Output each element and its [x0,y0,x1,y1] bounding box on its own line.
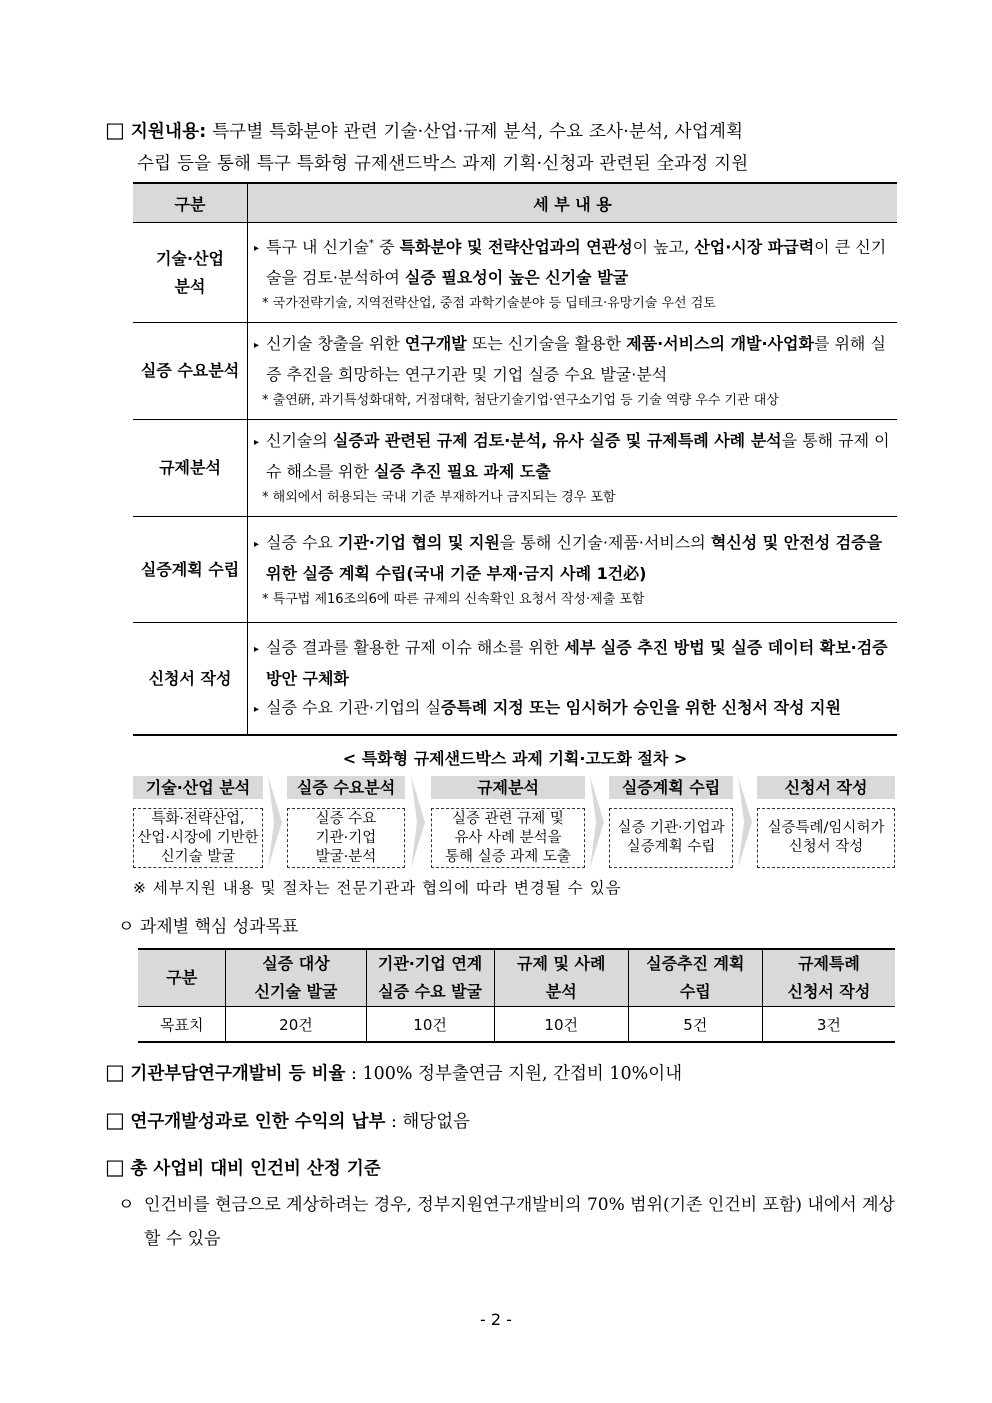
section-personnel [105,1155,381,1180]
kpi-table [138,948,895,1043]
category-line: 실증 수요분석 [140,361,240,381]
kpi-header-line: 구분 [166,968,198,987]
category-line: 규제분석 [159,458,221,478]
section-title: 총 사업비 대비 인건비 산정 기준 [130,1159,381,1179]
bullet-icon: ▸ [254,538,260,550]
header-category: 구분 [133,183,248,223]
bullet-segment: 산업·시장 파급력 [694,237,815,257]
bullet-icon: ▸ [254,704,260,716]
kpi-header-line: 실증추진 계획 [646,954,745,973]
intro-line1: 특구별 특화분야 관련 기술·산업·규제 분석, 수요 조사·분석, 사업계획 [212,122,744,142]
bullet-segment: * [368,238,374,249]
table-row [133,420,897,517]
arrow-right-icon [268,776,284,868]
bullet-segment: 실증 수요 [266,532,338,552]
bullet-segment: 를 위해 실증 추진을 희망하는 연구기관 및 기업 실증 수요 발굴·분석 [266,334,886,385]
kpi-header-cell [366,949,494,1007]
section-text: 100% 정부출연금 지원, 간접비 10%이내 [362,1064,683,1084]
detail-bullet [254,693,893,724]
bullet-segment: 실증 수요 기관·기업의 실 [266,698,441,718]
category-line: 기술·산업 [156,248,224,268]
bullet-icon: ▸ [254,340,260,352]
detail-bullet [254,528,893,588]
bullet-segment: 실증과 관련된 규제 검토·분석, 유사 실증 및 규제특례 사례 분석 [332,431,782,451]
bullet-icon: ▸ [254,243,260,255]
kpi-header-line: 실증 대상 [262,954,330,973]
row-details [248,517,898,623]
section-sep: : [345,1064,363,1084]
checkbox-icon: □ [105,118,126,142]
description-line: 산업·시장에 기반한 [137,829,259,846]
process-stage-description [287,808,405,868]
bullet-icon: ▸ [254,437,260,449]
process-stage-description [431,808,585,868]
bullet-segment: 특구 내 신기술 [266,237,369,257]
bullet-segment: 실증 결과를 활용한 규제 이슈 해소를 위한 [266,638,565,658]
kpi-header-cell [138,949,226,1007]
bullet-segment: 신기술 창출을 위한 [266,334,405,354]
description-line: 특화·전략산업, [151,810,245,827]
category-line: 분석 [174,276,206,296]
detail-note: * 국가전략기술, 지역전략산업, 중점 과학기술분야 등 딥테크·유망기술 우선 검토 [262,296,716,312]
description-line: 실증 수요 [315,810,377,827]
bullet-segment: 신기술의 [266,431,333,451]
section-cost-ratio [105,1060,682,1085]
row-category [133,323,248,420]
section-title: 기관부담연구개발비 등 비율 [130,1064,346,1084]
kpi-heading: ㅇ 과제별 핵심 성과목표 [118,917,299,937]
detail-note: * 해외에서 허용되는 국내 기준 부재하거나 금지되는 경우 포함 [262,490,616,506]
row-details [248,623,898,735]
kpi-value-cell: 3건 [762,1007,895,1043]
description-line: 실증 기관·기업과 [617,820,725,836]
support-detail-table [133,182,897,736]
description-line: 발굴·분석 [315,848,377,865]
process-stage-label: 신청서 작성 [757,776,895,799]
arrow-right-icon [590,776,606,868]
kpi-header-line: 기관·기업 연계 [377,954,483,973]
category-line: 실증계획 수립 [140,559,240,579]
kpi-value-cell: 목표치 [138,1007,226,1043]
kpi-value-cell: 20건 [226,1007,366,1043]
kpi-header-cell [494,949,628,1007]
detail-bullet [254,426,893,486]
process-stage-label: 기술·산업 분석 [133,776,263,799]
description-line: 실증 관련 규제 및 [452,810,564,827]
detail-note: * 특구법 제16조의6에 따른 규제의 신속확인 요청서 작성·제출 포함 [262,591,645,607]
bullet-segment: 실증 추진 필요 과제 도출 [374,462,551,482]
row-category [133,223,248,323]
detail-note: * 출연硏, 과기특성화대학, 거점대학, 첨단기술기업·연구소기업 등 기술 역량 우수 기관 대상 [262,393,779,409]
intro-label: 지원내용: [130,122,207,142]
description-line: 실증계획 수립 [626,839,716,855]
description-line: 기관·기업 [315,829,377,846]
kpi-header-line: 규제특례 [798,954,860,973]
row-details [248,223,898,323]
row-category [133,517,248,623]
sub-item-text: 인건비를 현금으로 계상하려는 경우, 정부지원연구개발비의 70% 범위(기존 인건비 포함) 내에서 계상할 수 있음 [144,1195,895,1249]
page-number: - 2 - [480,1310,512,1329]
section-revenue [105,1108,470,1133]
sub-item-marker: ㅇ [118,1195,135,1215]
kpi-header-line: 수립 [679,982,711,1001]
header-details: 세 부 내 용 [248,183,898,223]
bullet-segment: 혁신성 및 안전성 검증을 위한 실증 계획 수립(국내 기준 부재·금지 사례 1건必) [266,532,883,583]
table-row [133,323,897,420]
arrow-right-icon [411,776,427,868]
section-text: 해당없음 [402,1112,471,1132]
bullet-segment: 특화분야 및 전략산업과의 연관성 [399,237,633,257]
detail-bullet [254,633,893,693]
kpi-header-line: 신청서 작성 [787,982,871,1001]
description-line: 통해 실증 과제 도출 [445,848,571,865]
checkbox-icon: □ [105,1108,125,1132]
kpi-value-cell: 10건 [494,1007,628,1043]
category-line: 신청서 작성 [148,668,232,688]
description-line: 유사 사례 분석을 [454,829,562,846]
kpi-value-cell: 10건 [366,1007,494,1043]
footnote: ※ 세부지원 내용 및 절차는 전문기관과 협의에 따라 변경될 수 있음 [133,879,622,897]
bullet-segment: 증특례 지정 또는 임시허가 승인을 위한 신청서 작성 지원 [440,698,841,718]
bullet-segment: 중 [373,237,400,257]
row-category [133,420,248,517]
table-row [133,223,897,323]
bullet-segment: 실증 필요성이 높은 신기술 발굴 [404,268,629,288]
kpi-header-line: 실증 수요 발굴 [378,982,483,1001]
intro-line2: 수립 등을 통해 특구 특화형 규제샌드박스 과제 기획·신청과 관련된 全과정 지원 [137,154,749,174]
detail-bullet [254,229,893,292]
bullet-segment: 이 큰 신기술을 검토·분석하여 [266,237,887,288]
description-line: 신기술 발굴 [160,848,236,865]
bullet-icon: ▸ [254,644,260,656]
bullet-segment: 세부 실증 추진 방법 및 실증 데이터 확보·검증 방안 구체화 [266,638,888,689]
kpi-value-cell: 5건 [628,1007,762,1043]
sub-item [118,1188,898,1256]
intro-paragraph [105,114,900,180]
table-row [133,517,897,623]
section-title: 연구개발성과로 인한 수익의 납부 [130,1112,386,1132]
bullet-segment: 기관·기업 협의 및 지원 [338,532,500,552]
process-stage-description [609,808,733,868]
kpi-header-line: 신기술 발굴 [254,982,338,1001]
row-category [133,623,248,735]
kpi-header-line: 규제 및 사례 [517,954,606,973]
kpi-header-line: 분석 [545,982,577,1001]
process-stage-label: 규제분석 [431,776,585,799]
bullet-segment: 이 높고, [632,237,695,257]
bullet-segment: 을 통해 신기술·제품·서비스의 [499,532,711,552]
process-stage-description [133,808,263,868]
checkbox-icon: □ [105,1155,125,1179]
description-line: 신청서 작성 [788,839,864,855]
checkbox-icon: □ [105,1060,125,1084]
description-line: 실증특례/임시허가 [767,820,885,836]
bullet-segment: 또는 신기술을 활용한 [466,334,627,354]
bullet-segment: 을 통해 규제 이슈 해소를 위한 [266,431,890,482]
process-stage-label: 실증계획 수립 [609,776,733,799]
row-details [248,420,898,517]
bullet-segment: 연구개발 [404,334,467,354]
row-details [248,323,898,420]
kpi-header-cell [628,949,762,1007]
kpi-header-cell [762,949,895,1007]
kpi-header-cell [226,949,366,1007]
process-title: < 특화형 규제샌드박스 과제 기획·고도화 절차 > [342,749,688,768]
arrow-right-icon [738,776,754,868]
section-sep: : [385,1112,403,1132]
process-stage-label: 실증 수요분석 [287,776,405,799]
process-stage-description [757,808,895,868]
detail-bullet [254,329,893,389]
table-row [133,623,897,735]
bullet-segment: 제품·서비스의 개발·사업화 [626,334,814,354]
